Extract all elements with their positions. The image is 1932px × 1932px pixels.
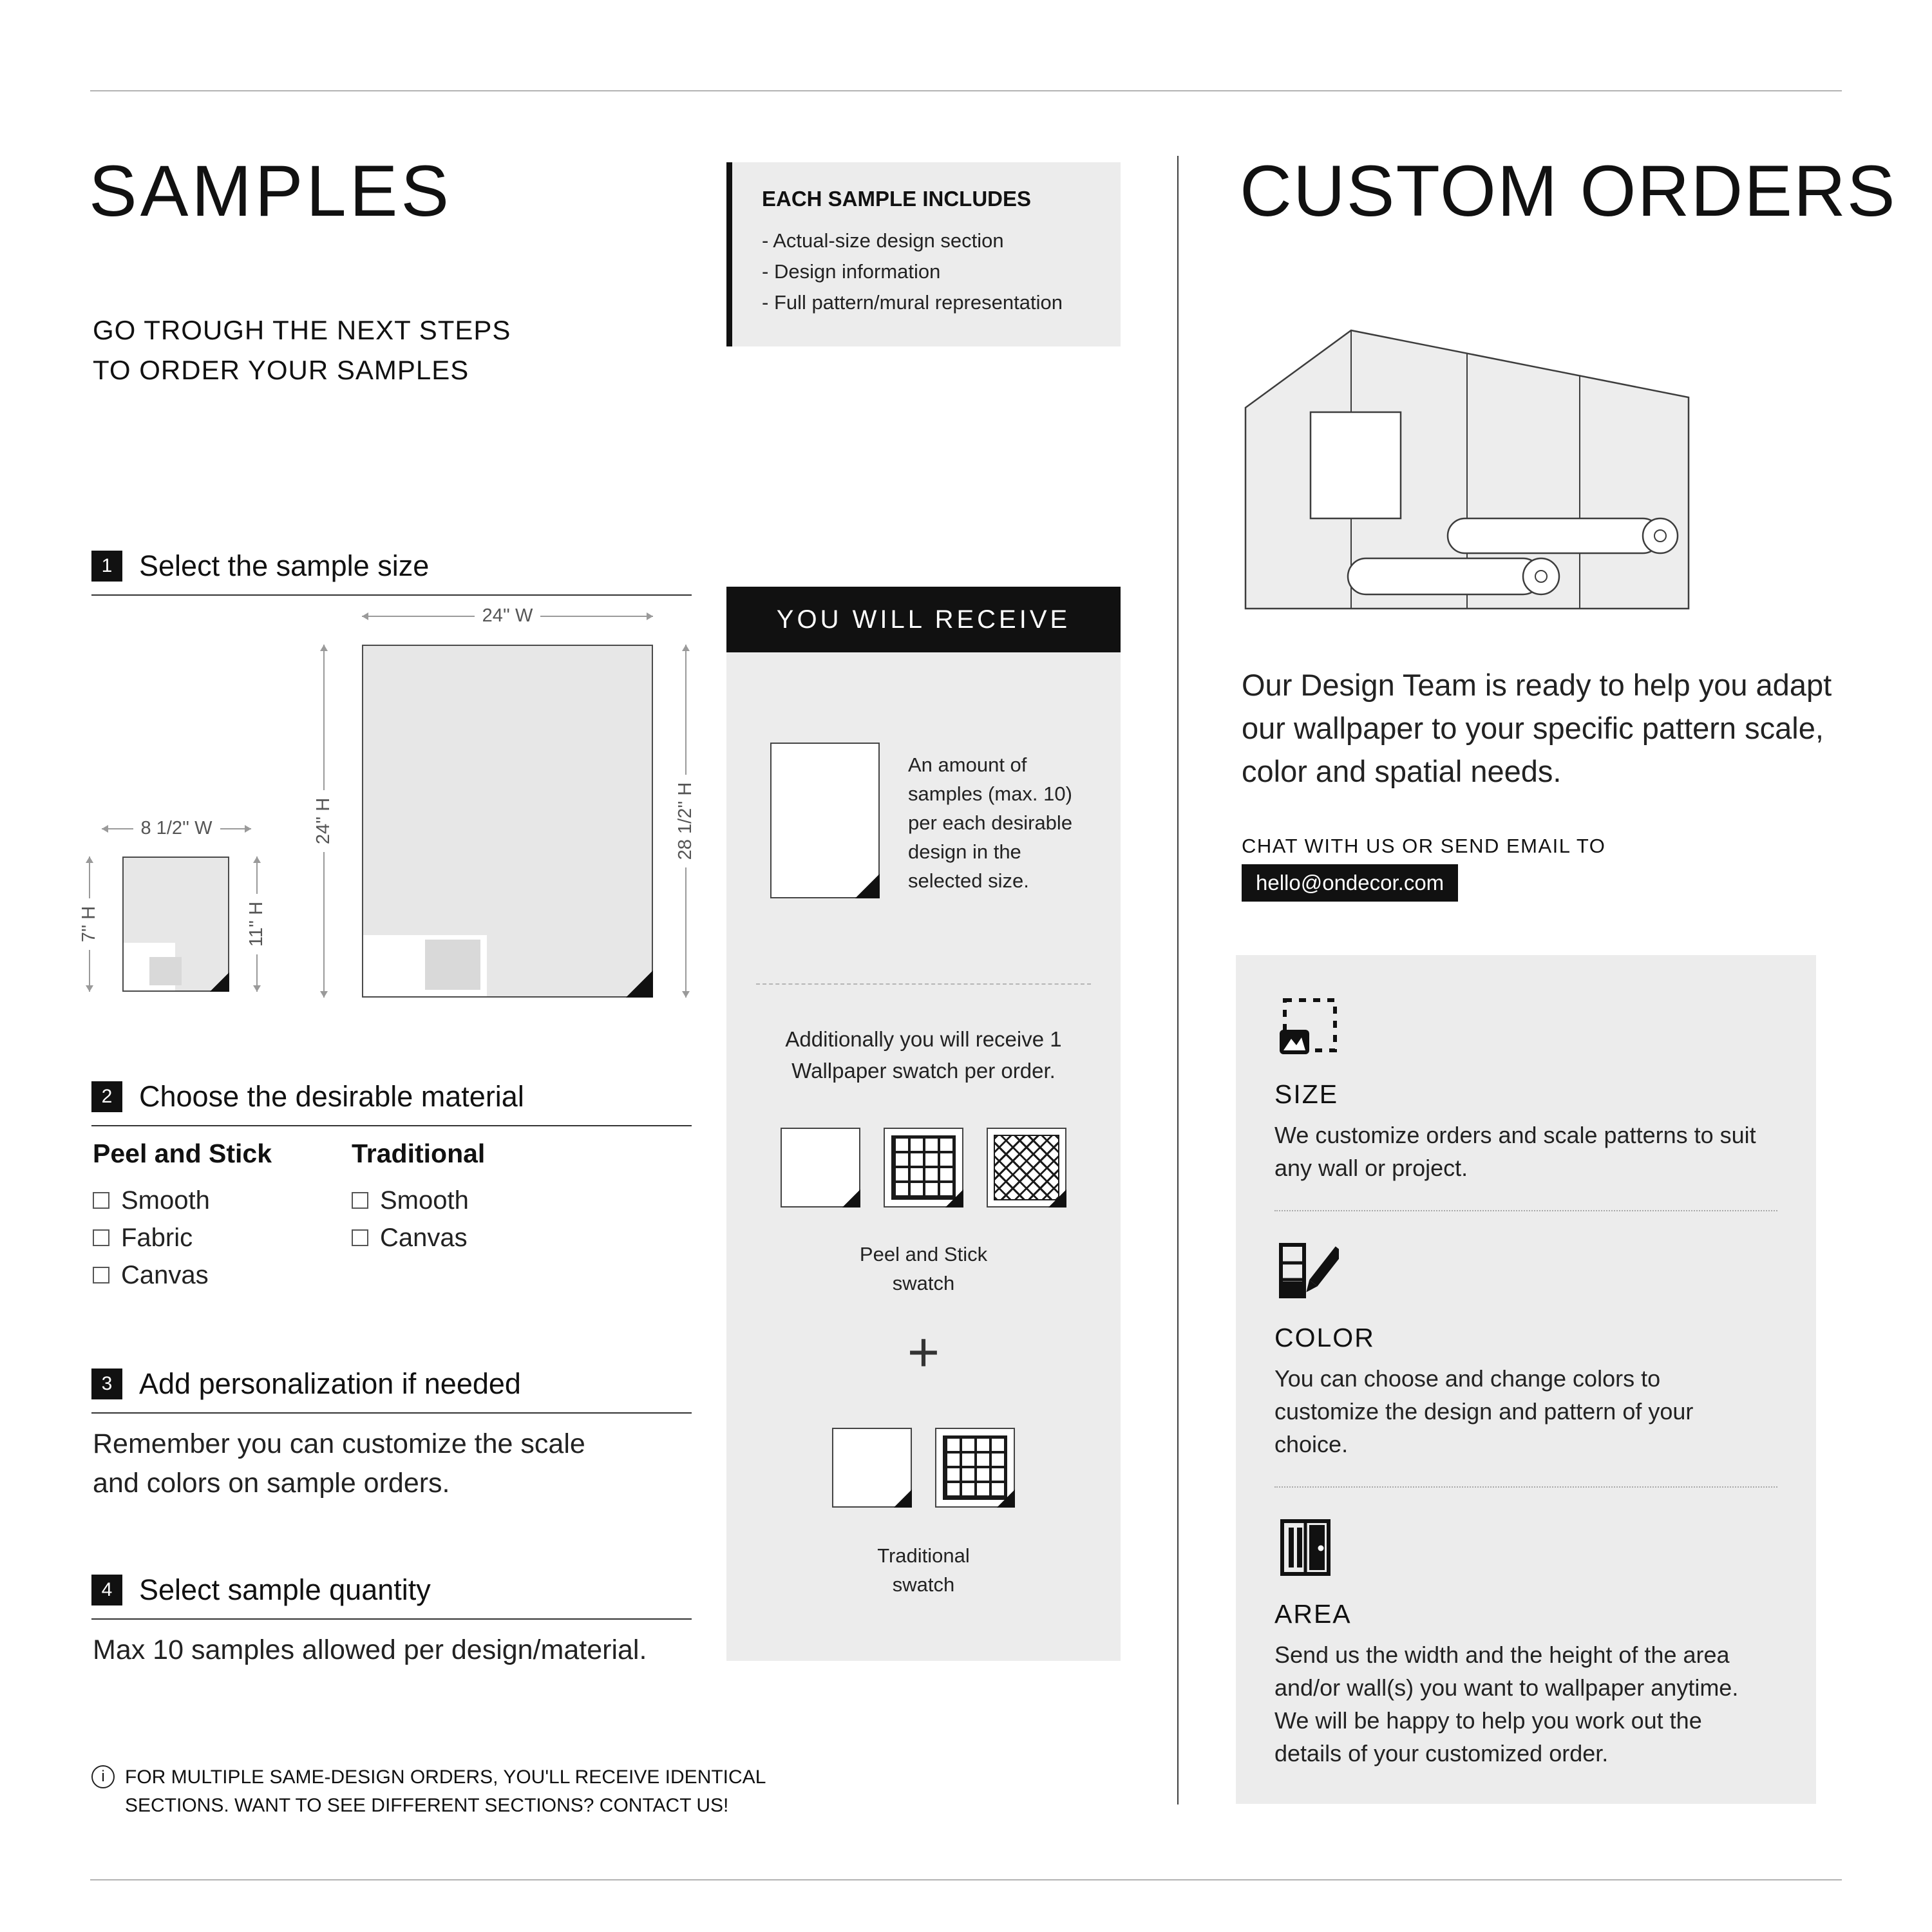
dashed-divider xyxy=(756,983,1091,985)
material-column-peel-and-stick xyxy=(93,1139,272,1294)
step-3-number: 3 xyxy=(91,1368,122,1399)
dimension-line xyxy=(256,954,258,992)
feature-color-title: COLOR xyxy=(1274,1323,1375,1352)
custom-orders-features-panel xyxy=(1236,955,1816,1804)
samples-intro: GO TROUGH THE NEXT STEPS TO ORDER YOUR SAMPLES xyxy=(93,315,511,385)
column-divider xyxy=(1177,156,1179,1804)
step-2-number: 2 xyxy=(91,1081,122,1112)
large-sample-rectangle xyxy=(362,645,653,998)
dimension-line xyxy=(540,616,653,617)
sample-sheet-icon xyxy=(770,743,880,898)
design-section-overlay xyxy=(149,957,182,985)
large-sample-height-right-dimension xyxy=(675,645,696,998)
area-wall-icon xyxy=(1274,1516,1339,1580)
large-width-label: 24'' W xyxy=(482,605,533,626)
small-sample-height-right-dimension xyxy=(246,857,267,992)
additional-text-content: Additionally you will receive 1 Wallpaper swatch per order. xyxy=(785,1027,1062,1083)
step-2-title: Choose the desirable material xyxy=(139,1080,524,1113)
dimension-line xyxy=(89,857,90,898)
wallpaper-wall-illustration xyxy=(1242,325,1692,615)
wallpaper-roll-icon xyxy=(1348,558,1559,594)
small-width-label: 8 1/2'' W xyxy=(140,818,213,838)
label-text: Traditional swatch xyxy=(877,1544,970,1596)
folded-corner-icon xyxy=(855,874,880,898)
folded-corner-icon xyxy=(997,1490,1015,1508)
large-sample-height-left-dimension xyxy=(313,645,334,998)
includes-title: EACH SAMPLE INCLUDES xyxy=(762,187,1032,211)
footnote-text: FOR MULTIPLE SAME-DESIGN ORDERS, YOU'LL RECEIVE IDENTICAL SECTIONS. WANT TO SEE DIFFERENT SECTIONS? CONTACT US! xyxy=(125,1766,766,1816)
small-sample-height-left-dimension xyxy=(79,857,100,992)
feature-color-text: You can choose and change colors to customize the design and pattern of your choice. xyxy=(1274,1365,1694,1457)
feature-area xyxy=(1274,1516,1777,1770)
step-4 xyxy=(91,1573,692,1620)
bottom-rule xyxy=(90,1879,1842,1880)
quantity-text: Max 10 samples allowed per design/material. xyxy=(93,1634,647,1665)
small-sample-width-dimension xyxy=(102,818,251,839)
peel-and-stick-swatch-label xyxy=(726,1240,1121,1298)
plain-swatch-icon xyxy=(832,1428,912,1508)
feature-area-title: AREA xyxy=(1274,1599,1352,1629)
step-1-number: 1 xyxy=(91,551,122,582)
option-label: Smooth xyxy=(121,1186,210,1215)
dimension-line xyxy=(102,828,133,829)
feature-size xyxy=(1274,996,1777,1184)
material-option-smooth xyxy=(93,1182,272,1219)
receive-panel-header: YOU WILL RECEIVE xyxy=(726,587,1121,652)
option-label: Smooth xyxy=(380,1186,469,1215)
you-will-receive-panel xyxy=(726,587,1121,1661)
each-sample-includes-box xyxy=(726,162,1121,346)
dimension-line xyxy=(89,950,90,992)
material-option-fabric xyxy=(93,1219,272,1256)
feature-area-text: Send us the width and the height of the area and/or wall(s) you want to wallpaper anytime. We will be happy to help you work out the details of your customized order. xyxy=(1274,1642,1739,1766)
dotted-divider xyxy=(1274,1210,1777,1211)
includes-item: - Full pattern/mural representation xyxy=(762,287,1092,318)
feature-size-title: SIZE xyxy=(1274,1079,1339,1109)
chat-with-us-label: CHAT WITH US OR SEND EMAIL TO xyxy=(1242,835,1606,857)
info-glyph: i xyxy=(101,1768,105,1785)
step-4-title: Select sample quantity xyxy=(139,1573,431,1606)
crosshatch-swatch-icon xyxy=(987,1128,1066,1208)
small-sample-rectangle xyxy=(122,857,229,992)
grid-swatch-icon xyxy=(884,1128,963,1208)
large-sample-width-dimension xyxy=(362,605,653,627)
option-label: Fabric xyxy=(121,1224,193,1252)
traditional-swatch-row xyxy=(726,1428,1121,1508)
info-icon xyxy=(91,1765,115,1788)
checkbox-icon[interactable] xyxy=(352,1192,368,1209)
additional-text xyxy=(726,1023,1121,1086)
samples-title: SAMPLES xyxy=(89,151,453,231)
dimension-line xyxy=(685,867,687,998)
checkbox-icon[interactable] xyxy=(93,1192,109,1209)
dimension-line xyxy=(323,852,325,998)
option-label: Canvas xyxy=(380,1224,468,1252)
email-badge[interactable]: hello@ondecor.com xyxy=(1242,864,1458,902)
large-height-right-label: 28 1/2'' H xyxy=(675,782,696,860)
plus-icon: + xyxy=(907,1321,940,1383)
checkbox-icon[interactable] xyxy=(93,1267,109,1283)
checkbox-icon[interactable] xyxy=(93,1229,109,1246)
personalization-text: Remember you can customize the scale and colors on sample orders. xyxy=(93,1428,585,1499)
wallpaper-roll-icon xyxy=(1448,518,1678,553)
includes-item: - Actual-size design section xyxy=(762,225,1092,256)
folded-corner-icon xyxy=(945,1189,963,1208)
grid-swatch-icon xyxy=(935,1428,1015,1508)
design-section-overlay xyxy=(425,940,480,990)
footnote xyxy=(91,1763,832,1820)
step-1-title: Select the sample size xyxy=(139,549,430,582)
dimension-line xyxy=(362,616,475,617)
traditional-swatch-label xyxy=(726,1541,1121,1599)
color-swatches-icon xyxy=(1274,1240,1339,1304)
includes-item: - Design information xyxy=(762,256,1092,287)
dimension-line xyxy=(323,645,325,790)
peel-and-stick-heading: Peel and Stick xyxy=(93,1139,272,1168)
folded-corner-icon xyxy=(894,1490,912,1508)
feature-color xyxy=(1274,1240,1777,1461)
dimension-line xyxy=(256,857,258,894)
small-height-right-label: 11'' H xyxy=(246,901,267,947)
size-selection-icon xyxy=(1274,996,1339,1061)
checkbox-icon[interactable] xyxy=(352,1229,368,1246)
step-4-number: 4 xyxy=(91,1575,122,1605)
dimension-line xyxy=(220,828,252,829)
step-2 xyxy=(91,1080,692,1126)
option-label: Canvas xyxy=(121,1261,209,1289)
folded-corner-icon xyxy=(1048,1189,1066,1208)
material-option-canvas xyxy=(352,1219,485,1256)
material-column-traditional xyxy=(352,1139,485,1256)
top-rule xyxy=(90,90,1842,91)
large-height-left-label: 24'' H xyxy=(313,797,334,845)
folded-corner-icon xyxy=(626,971,653,998)
custom-orders-description: Our Design Team is ready to help you adapt our wallpaper to your specific pattern scale, color and spatial needs. xyxy=(1242,668,1832,788)
samples-amount-text: An amount of samples (max. 10) per each desirable design in the selected size. xyxy=(908,753,1073,892)
traditional-heading: Traditional xyxy=(352,1139,486,1168)
material-option-smooth xyxy=(352,1182,485,1219)
folded-corner-icon xyxy=(210,972,229,992)
label-text: Peel and Stick swatch xyxy=(859,1243,988,1294)
small-height-left-label: 7'' H xyxy=(79,905,99,943)
feature-size-text: We customize orders and scale patterns to suit any wall or project. xyxy=(1274,1122,1756,1181)
peel-and-stick-swatch-row xyxy=(726,1128,1121,1208)
custom-orders-title: CUSTOM ORDERS xyxy=(1240,151,1897,231)
step-1 xyxy=(91,549,692,596)
step-3-title: Add personalization if needed xyxy=(139,1367,521,1400)
dimension-line xyxy=(685,645,687,775)
material-option-canvas xyxy=(93,1256,272,1294)
plain-swatch-icon xyxy=(781,1128,860,1208)
dotted-divider xyxy=(1274,1486,1777,1488)
step-3 xyxy=(91,1367,692,1414)
folded-corner-icon xyxy=(842,1189,860,1208)
